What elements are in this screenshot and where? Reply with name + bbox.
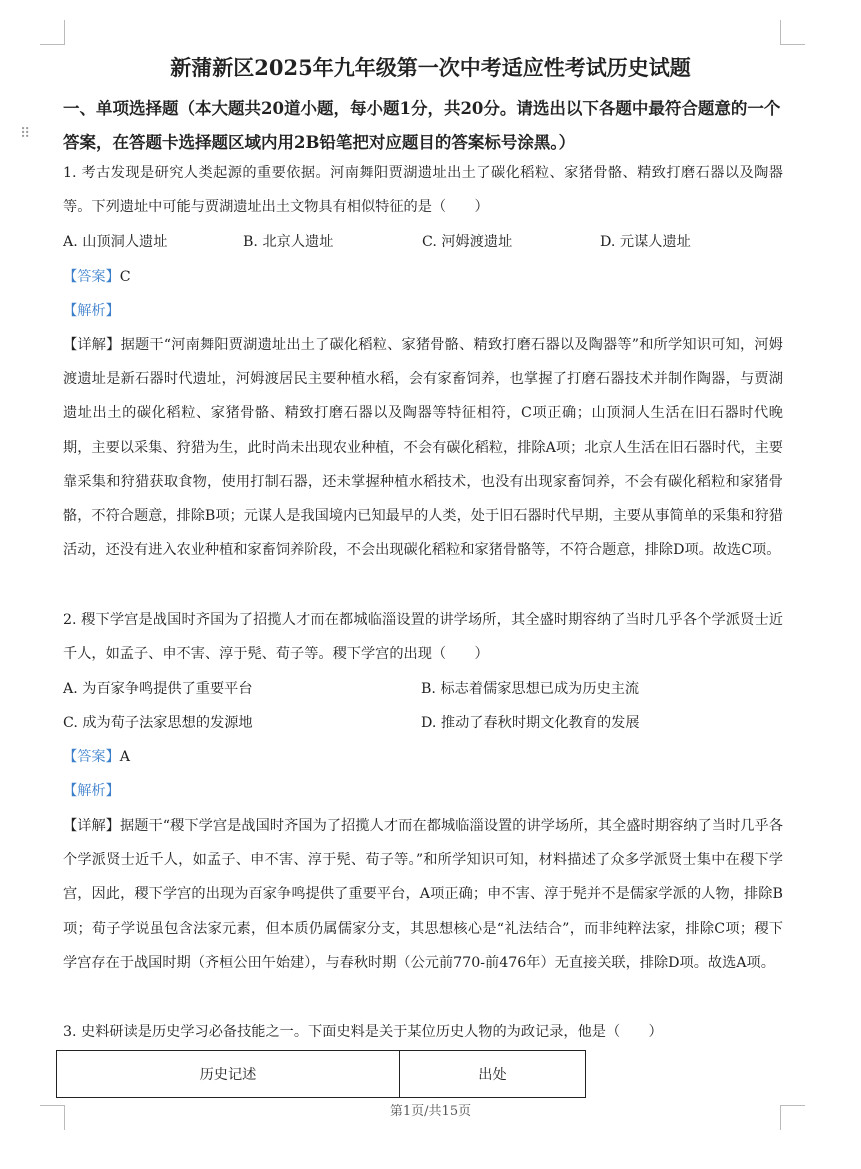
question-3-stem: 3. 史料研读是历史学习必备技能之一。下面史料是关于某位历史人物的为政记录，他是（ ） (63, 1024, 663, 1040)
option-d: D. 推动了春秋时期文化教育的发展 (421, 715, 640, 731)
question-2-stem: 2. 稷下学宫是战国时齐国为了招揽人才而在都城临淄设置的讲学场所，其全盛时期容纳了当时几乎各个学派贤士近千人，如孟子、申不害、淳于髡、荀子等。稷下学宫的出现（ ） (63, 612, 783, 663)
answer-label: 【答案】 (63, 749, 120, 765)
detail-label: 【详解】 (63, 337, 121, 353)
page-title: 新蒲新区2025年九年级第一次中考适应性考试历史试题 (170, 55, 691, 80)
question-2-answer (63, 740, 130, 774)
table-header-cell: 历史记述 (57, 1051, 400, 1098)
question-2-options (63, 672, 783, 706)
analysis-label: 【解析】 (63, 303, 120, 319)
option-b: B. 标志着儒家思想已成为历史主流 (421, 681, 640, 697)
answer-value: C (119, 269, 131, 285)
option-a: A. 山顶洞人遗址 (63, 234, 168, 250)
detail-text: 据题干“稷下学宫是战国时齐国为了招揽人才而在都城临淄设置的讲学场所，其全盛时期容纳了当时几乎各个学派贤士近千人，如孟子、申不害、淳于髡、荀子等。”和所学知识可知，材料描述了众多学派贤士集中在稷下学宫，因此，稷下学宫的出现为百家争鸣提供了重要平台，A项正确；申不害、淳于髡并不是儒家学派的人物，排除B项；荀子学说虽包含法家元素，但本质仍属儒家分支，其思想核心是“礼法结合”，而非纯粹法家，排除C项；稷下学宫存在于战国时期（齐桓公田午始建），与春秋时期（公元前770-前476年）无直接关联，排除D项。故选A项。 (63, 818, 783, 971)
detail-label: 【详解】 (63, 818, 121, 834)
option-d: D. 元谋人遗址 (600, 234, 691, 250)
question-1-stem: 1. 考古发现是研究人类起源的重要依据。河南舞阳贾湖遗址出土了碳化稻粒、家猪骨骼、精致打磨石器以及陶器等。下列遗址中可能与贾湖遗址出土文物具有相似特征的是（ ） (63, 165, 783, 216)
section-heading: 一、单项选择题（本大题共20道小题，每小题1分，共20分。请选出以下各题中最符合题意的一个答案，在答题卡选择题区域内用2B铅笔把对应题目的答案标号涂黑。） (63, 99, 781, 152)
page-corner-mark (40, 20, 65, 45)
page-footer: 第1页/共15页 (389, 1104, 472, 1119)
option-c: C. 河姆渡遗址 (422, 234, 513, 250)
table-header-cell: 出处 (400, 1051, 586, 1098)
question-2-analysis (63, 774, 120, 808)
option-c: C. 成为荀子法家思想的发源地 (63, 715, 253, 731)
drag-handle-icon[interactable]: ⠿ (20, 126, 32, 142)
question-1-detail (63, 328, 783, 567)
question-2-options (63, 706, 783, 740)
detail-text: 据题干“河南舞阳贾湖遗址出土了碳化稻粒、家猪骨骼、精致打磨石器以及陶器等”和所学知识可知，河姆渡遗址是新石器时代遗址，河姆渡居民主要种植水稻，会有家畜饲养，也掌握了打磨石器技术并制作陶器，与贾湖遗址出土的碳化稻粒、家猪骨骼、精致打磨石器以及陶器等特征相符，C项正确；山顶洞人生活在旧石器时代晚期，主要以采集、狩猎为生，此时尚未出现农业种植，不会有碳化稻粒，排除A项；北京人生活在旧石器时代，主要靠采集和狩猎获取食物，使用打制石器，还未掌握种植水稻技术，也没有出现家畜饲养，不会有碳化稻粒和家猪骨骼，不符合题意，排除B项；元谋人是我国境内已知最早的人类，处于旧石器时代早期，主要从事简单的采集和狩猎活动，还没有进入农业种植和家畜饲养阶段，不会出现碳化稻粒和家猪骨骼等，不符合题意，排除D项。故选C项。 (63, 337, 783, 559)
table-header-row (57, 1051, 586, 1098)
question-1-analysis (63, 294, 120, 328)
question-1-options (63, 225, 783, 259)
answer-label: 【答案】 (63, 269, 120, 285)
question-1-answer (63, 260, 131, 294)
source-table (56, 1050, 586, 1098)
question-2-detail (63, 809, 783, 980)
option-b: B. 北京人遗址 (243, 234, 334, 250)
option-a: A. 为百家争鸣提供了重要平台 (63, 681, 253, 697)
analysis-label: 【解析】 (63, 783, 120, 799)
answer-value: A (119, 749, 131, 765)
page-corner-mark (780, 20, 805, 45)
